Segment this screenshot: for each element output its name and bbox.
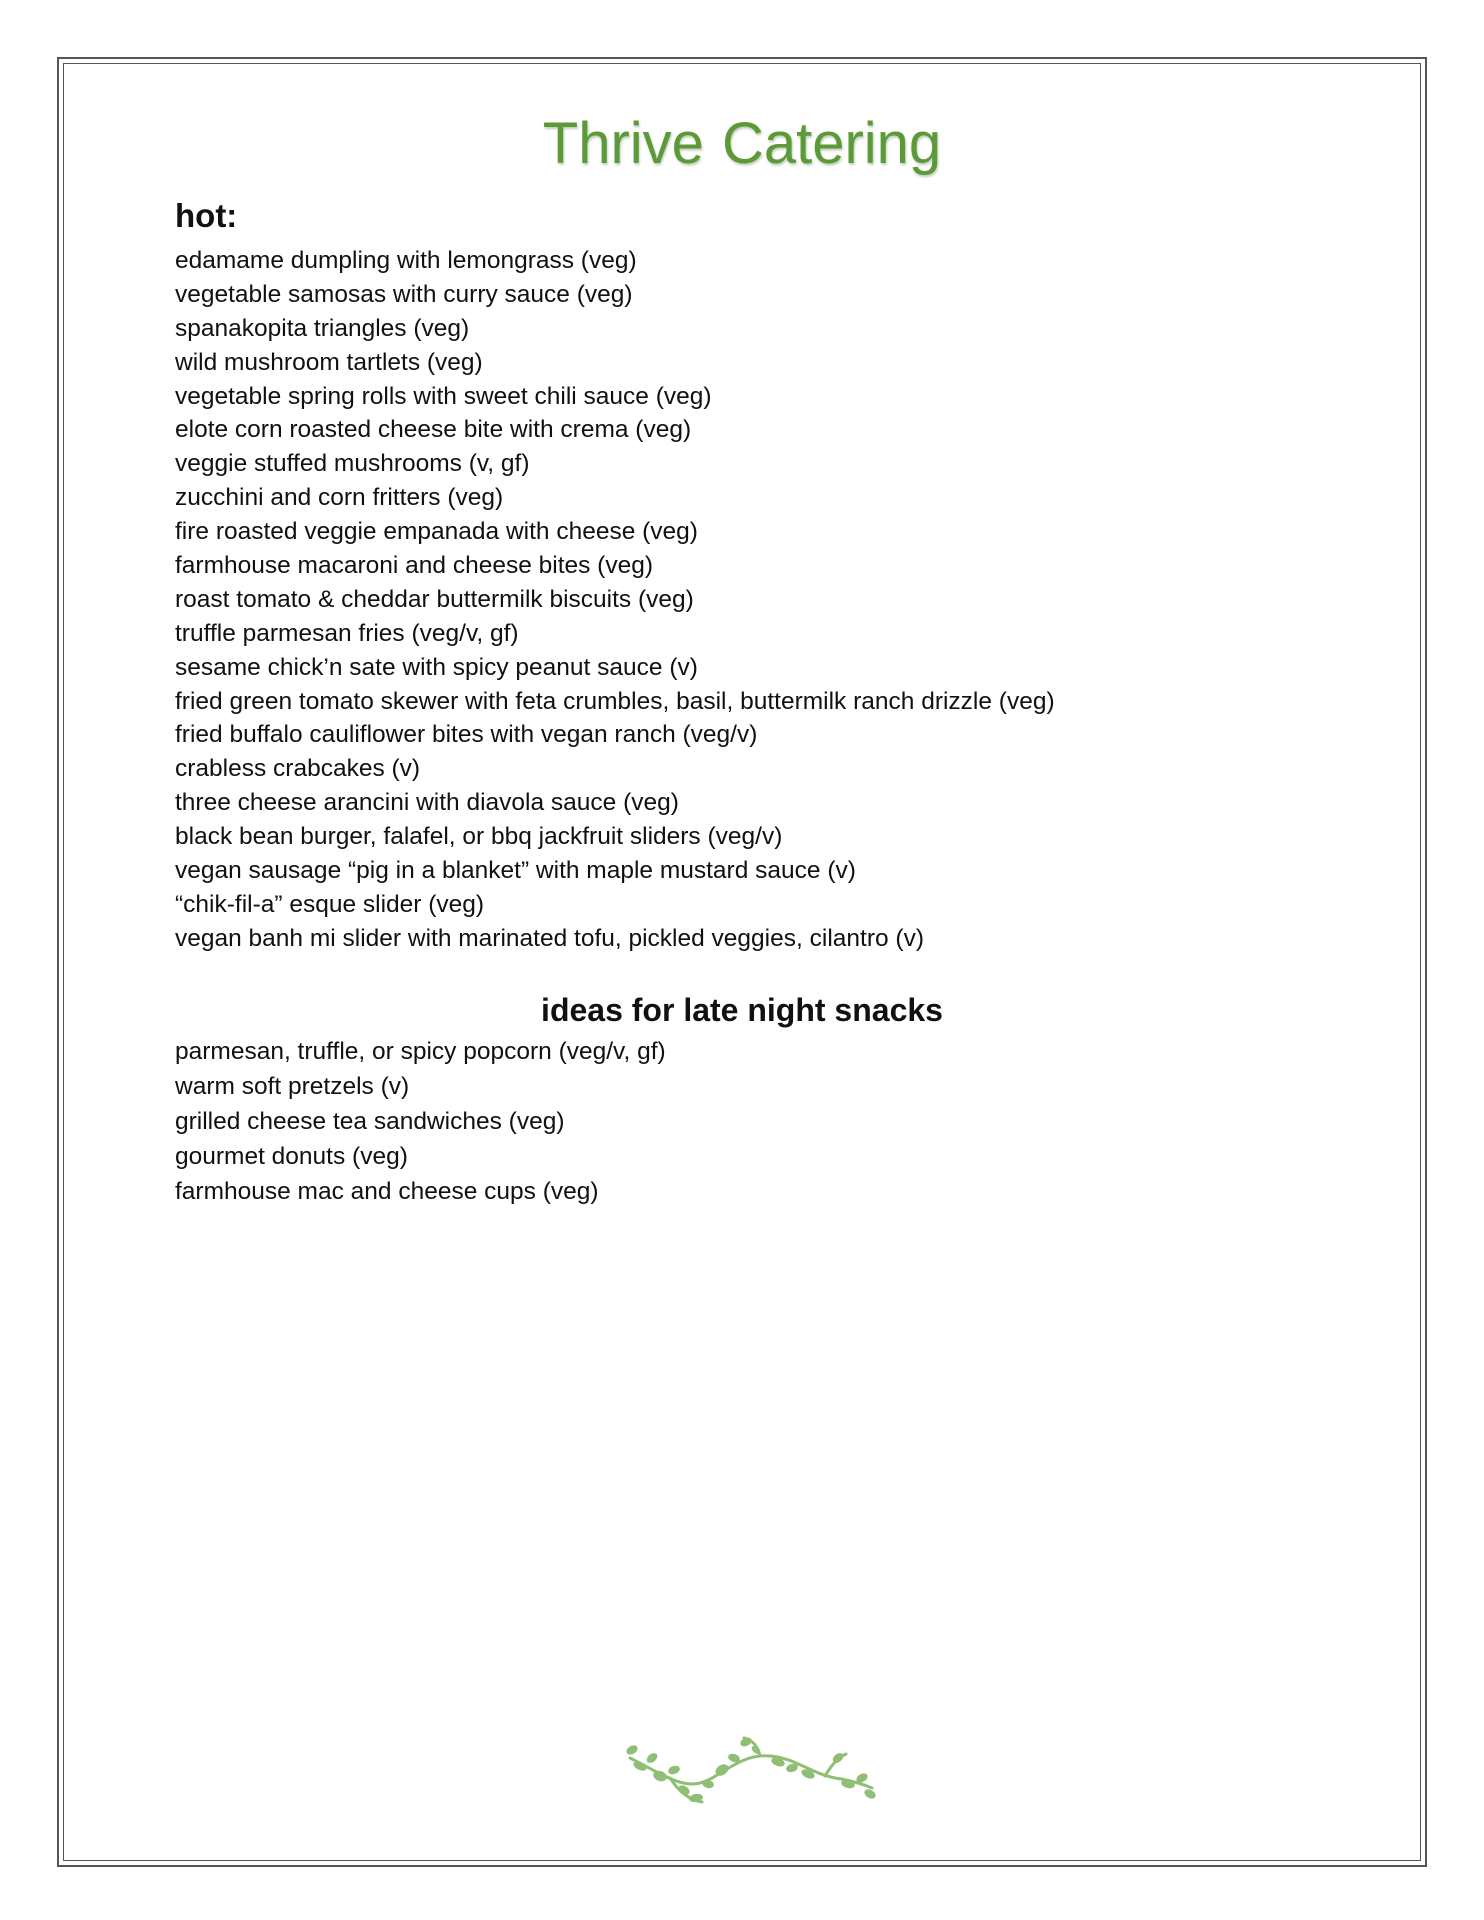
menu-item: fried buffalo cauliflower bites with vegan ranch (veg/v): [175, 721, 758, 749]
menu-item: farmhouse macaroni and cheese bites (veg): [175, 552, 654, 580]
menu-item: three cheese arancini with diavola sauce (veg): [175, 789, 679, 817]
late-night-snacks-heading: ideas for late night snacks: [541, 992, 943, 1028]
snack-item: warm soft pretzels (v): [175, 1073, 410, 1100]
snack-item: parmesan, truffle, or spicy popcorn (veg/v, gf): [175, 1038, 666, 1065]
brand-title-word-thrive: Thrive: [542, 111, 704, 176]
snack-item: grilled cheese tea sandwiches (veg): [175, 1108, 565, 1135]
menu-item: black bean burger, falafel, or bbq jackfruit sliders (veg/v): [175, 823, 783, 851]
menu-item: vegetable samosas with curry sauce (veg): [175, 280, 633, 308]
menu-item: spanakopita triangles (veg): [175, 314, 470, 342]
menu-item: crabless crabcakes (v): [175, 755, 421, 783]
menu-item: elote corn roasted cheese bite with crema (veg): [175, 416, 692, 444]
snack-item: gourmet donuts (veg): [175, 1143, 408, 1170]
vine-ornament-icon: [610, 1728, 880, 1808]
brand-title-word-catering: Catering: [721, 111, 942, 176]
menu-item: vegan banh mi slider with marinated tofu, pickled veggies, cilantro (v): [175, 924, 924, 952]
hot-section-heading: hot:: [175, 197, 238, 234]
menu-item: fire roasted veggie empanada with cheese (veg): [175, 518, 698, 546]
menu-item: veggie stuffed mushrooms (v, gf): [175, 450, 530, 478]
menu-item: roast tomato & cheddar buttermilk biscuits (veg): [175, 585, 694, 613]
menu-item: truffle parmesan fries (veg/v, gf): [175, 619, 519, 647]
menu-item: sesame chick’n sate with spicy peanut sauce (v): [175, 653, 698, 681]
menu-item: wild mushroom tartlets (veg): [175, 348, 483, 376]
menu-item: vegetable spring rolls with sweet chili sauce (veg): [175, 382, 712, 410]
brand-title: [0, 108, 1484, 180]
hot-menu-list: [175, 244, 1055, 956]
snack-item: farmhouse mac and cheese cups (veg): [175, 1178, 599, 1205]
menu-item: vegan sausage “pig in a blanket” with maple mustard sauce (v): [175, 857, 856, 885]
menu-item: zucchini and corn fritters (veg): [175, 484, 504, 512]
menu-item: fried green tomato skewer with feta crumbles, basil, buttermilk ranch drizzle (veg): [175, 687, 1055, 715]
snacks-list: [175, 1034, 666, 1209]
menu-item: edamame dumpling with lemongrass (veg): [175, 247, 637, 274]
menu-item: “chik-fil-a” esque slider (veg): [175, 890, 485, 918]
